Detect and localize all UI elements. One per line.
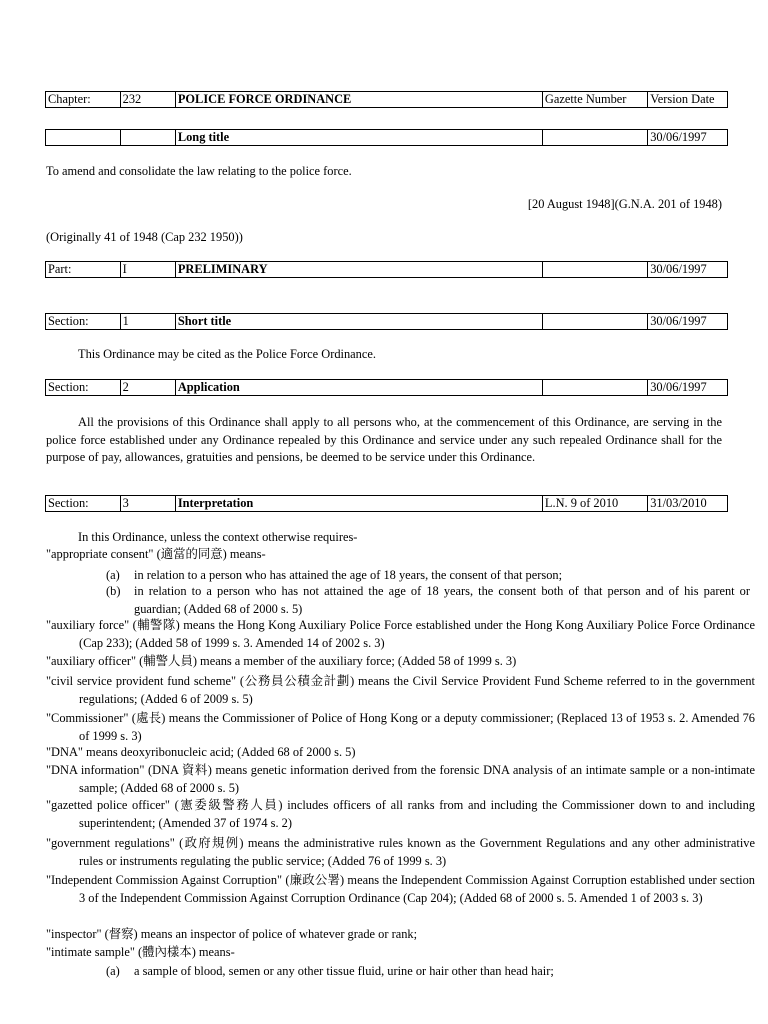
definition-commissioner: "Commissioner" (處長) means the Commissioner of Police of Hong Kong or a deputy commissioner; (Replaced 13 of 1953 s. 2. Amended 76 of 1999 s. 3)	[46, 711, 755, 743]
item-label: (a)	[106, 964, 120, 978]
definition-government-regulations: "government regulations" (政府規例) means the administrative rules known as the Government Regulations and any other administrative rules or instruments regulating the public service; (Added 76 of 1999 s. 3)	[46, 836, 755, 868]
section-3-row	[46, 496, 728, 512]
version-date-header: Version Date	[648, 92, 728, 108]
section-1-row	[46, 314, 728, 330]
definition-auxiliary-force: "auxiliary force" (輔警隊) means the Hong Kong Auxiliary Police Force established under the Hong Kong Auxiliary Police Force Ordinance (Cap 233); (Added 58 of 1999 s. 3. Amended 14 of 2002 s. 3)	[46, 618, 755, 650]
commencement-note: [20 August 1948](G.N.A. 201 of 1948)	[527, 197, 722, 211]
long-title-row	[46, 130, 728, 146]
row-date: 30/06/1997	[648, 130, 728, 146]
row-title: PRELIMINARY	[175, 262, 542, 278]
chapter-title: POLICE FORCE ORDINANCE	[175, 92, 542, 108]
definition-icac: "Independent Commission Against Corruption" (廉政公署) means the Independent Commission Against Corruption established under section 3 of the Independent Commission Against Corruption Ordinance (Cap 204); (Added 68 of 2000 s. 5. Amended 1 of 2003 s. 3)	[46, 873, 755, 905]
item-text: in relation to a person who has not attained the age of 18 years, the consent both of that person and of his parent or guardian; (Added 68 of 2000 s. 5)	[134, 584, 750, 616]
section-1-table	[45, 313, 728, 330]
row-title: Interpretation	[175, 496, 542, 512]
long-title-table	[45, 129, 728, 146]
gazette-number-header: Gazette Number	[542, 92, 647, 108]
section-3-table	[45, 495, 728, 512]
definition-civil-service-provident-fund: "civil service provident fund scheme" (公務員公積金計劃) means the Civil Service Provident Fund Scheme referred to in the government regulations; (Added 6 of 2009 s. 5)	[46, 674, 755, 706]
definition-auxiliary-officer: "auxiliary officer" (輔警人員) means a member of the auxiliary force; (Added 58 of 1999 s. 3)	[46, 654, 517, 668]
row-gazette	[542, 130, 647, 146]
section-2-table	[45, 379, 728, 396]
item-label: (b)	[106, 584, 121, 598]
definition-item	[106, 567, 750, 585]
row-number: 232	[120, 92, 175, 108]
definition-item	[106, 963, 750, 981]
row-number: 2	[120, 380, 175, 396]
definition-inspector: "inspector" (督察) means an inspector of police of whatever grade or rank;	[46, 927, 418, 941]
part-row	[46, 262, 728, 278]
row-date: 30/06/1997	[648, 314, 728, 330]
row-gazette	[542, 314, 647, 330]
section-2-text: All the provisions of this Ordinance shall apply to all persons who, at the commencement of this Ordinance, are serving in the police force established under any Ordinance repealed by this Ordinance and service under any such repealed Ordinance shall for the purpose of pay, allowances, gratuities and pensions, be deemed to be service under this Ordinance.	[46, 415, 722, 465]
row-label: Section:	[46, 314, 121, 330]
row-title: Long title	[175, 130, 542, 146]
definition-item	[106, 583, 750, 618]
item-text: a sample of blood, semen or any other tissue fluid, urine or hair other than head hair;	[134, 964, 554, 978]
chapter-header-row	[46, 92, 728, 108]
row-title: Short title	[175, 314, 542, 330]
row-date: 30/06/1997	[648, 380, 728, 396]
originally-note: (Originally 41 of 1948 (Cap 232 1950))	[46, 230, 243, 244]
definition-dna-information: "DNA information" (DNA 資料) means genetic information derived from the forensic DNA analysis of an intimate sample or a non-intimate sample; (Added 68 of 2000 s. 5)	[46, 763, 755, 795]
row-number: I	[120, 262, 175, 278]
row-date: 30/06/1997	[648, 262, 728, 278]
section-3-intro: In this Ordinance, unless the context otherwise requires-	[78, 530, 358, 544]
row-gazette: L.N. 9 of 2010	[542, 496, 647, 512]
row-title: Application	[175, 380, 542, 396]
item-label: (a)	[106, 568, 120, 582]
row-label: Chapter:	[46, 92, 121, 108]
row-label: Part:	[46, 262, 121, 278]
definition-gazetted-police-officer: "gazetted police officer" (憲委級警務人員) includes officers of all ranks from and including the Commissioner down to and including superintendent; (Amended 37 of 1974 s. 2)	[46, 798, 755, 830]
item-text: in relation to a person who has attained the age of 18 years, the consent of that person;	[134, 568, 563, 582]
row-label: Section:	[46, 496, 121, 512]
row-number: 3	[120, 496, 175, 512]
row-date: 31/03/2010	[648, 496, 728, 512]
row-label	[46, 130, 121, 146]
row-gazette	[542, 380, 647, 396]
definition-dna: "DNA" means deoxyribonucleic acid; (Added 68 of 2000 s. 5)	[46, 745, 356, 759]
long-title-text: To amend and consolidate the law relating to the police force.	[46, 164, 352, 178]
row-number: 1	[120, 314, 175, 330]
part-table	[45, 261, 728, 278]
section-2-row	[46, 380, 728, 396]
definition-appropriate-consent: "appropriate consent" (適當的同意) means-	[46, 547, 266, 561]
chapter-header-table	[45, 91, 728, 108]
row-gazette	[542, 262, 647, 278]
row-number	[120, 130, 175, 146]
row-label: Section:	[46, 380, 121, 396]
section-1-text: This Ordinance may be cited as the Police Force Ordinance.	[78, 347, 376, 361]
definition-intimate-sample: "intimate sample" (體內樣本) means-	[46, 945, 235, 959]
